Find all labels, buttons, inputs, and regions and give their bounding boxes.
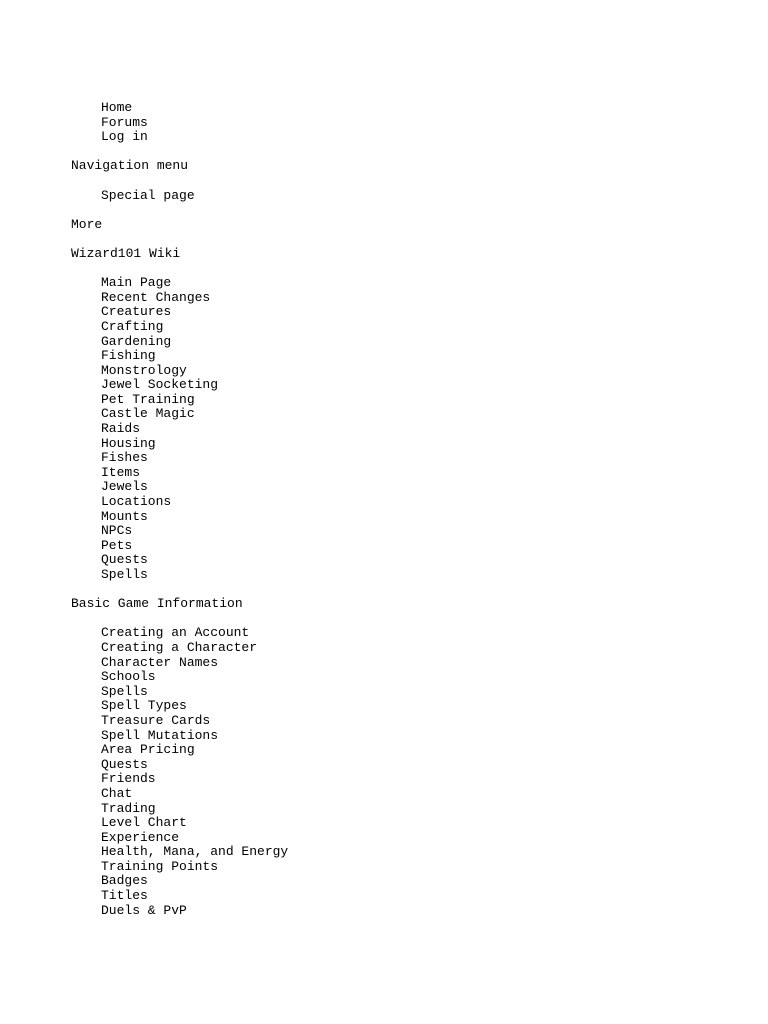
list-item [101, 320, 288, 335]
list-item [101, 568, 288, 583]
info-link-spells[interactable]: Spells [101, 683, 148, 699]
list-item [101, 116, 288, 131]
list-item [101, 889, 288, 904]
list-item [101, 276, 288, 291]
list-item [101, 670, 288, 685]
spacer [71, 583, 288, 598]
list-item [101, 305, 288, 320]
list-item [101, 904, 288, 919]
navigation-menu-list [71, 189, 288, 204]
wiki-link-raids[interactable]: Raids [101, 421, 141, 437]
info-link-spell-types[interactable]: Spell Types [101, 698, 187, 714]
info-link-health-mana-and-energy[interactable]: Health, Mana, and Energy [101, 844, 289, 860]
list-item [101, 743, 288, 758]
spacer [71, 232, 288, 247]
wiki-link-crafting[interactable]: Crafting [101, 318, 164, 334]
wiki-link-jewel-socketing[interactable]: Jewel Socketing [101, 377, 219, 393]
info-link-training-points[interactable]: Training Points [101, 858, 219, 874]
list-item [101, 874, 288, 889]
page-content [71, 101, 288, 918]
basic-game-info-heading: Basic Game Information [71, 596, 243, 612]
wiki-link-castle-magic[interactable]: Castle Magic [101, 406, 195, 422]
list-item [101, 101, 288, 116]
list-item [101, 130, 288, 145]
wiki-link-creatures[interactable]: Creatures [101, 304, 172, 320]
info-link-level-chart[interactable]: Level Chart [101, 815, 187, 831]
list-item [101, 349, 288, 364]
info-link-spell-mutations[interactable]: Spell Mutations [101, 727, 219, 743]
spacer [71, 203, 288, 218]
wiki-heading: Wizard101 Wiki [71, 245, 181, 261]
info-link-titles[interactable]: Titles [101, 888, 148, 904]
more-heading[interactable]: More [71, 216, 103, 232]
list-item [101, 422, 288, 437]
list-item [101, 451, 288, 466]
list-item [101, 787, 288, 802]
info-link-creating-a-character[interactable]: Creating a Character [101, 639, 258, 655]
list-item [101, 758, 288, 773]
top-link-home[interactable]: Home [101, 100, 133, 115]
list-item [101, 845, 288, 860]
list-item [101, 480, 288, 495]
info-link-friends[interactable]: Friends [101, 771, 156, 787]
list-item [101, 335, 288, 350]
wiki-link-fishes[interactable]: Fishes [101, 450, 148, 466]
info-link-badges[interactable]: Badges [101, 873, 148, 889]
wiki-link-npcs[interactable]: NPCs [101, 523, 133, 539]
list-item [101, 626, 288, 641]
list-item [101, 729, 288, 744]
list-item [101, 714, 288, 729]
list-item [101, 291, 288, 306]
info-link-trading[interactable]: Trading [101, 800, 156, 816]
nav-link-special-page[interactable]: Special page [101, 187, 195, 203]
list-item [101, 393, 288, 408]
info-link-creating-an-account[interactable]: Creating an Account [101, 625, 250, 641]
list-item [101, 816, 288, 831]
list-item [101, 772, 288, 787]
info-link-chat[interactable]: Chat [101, 785, 133, 801]
list-item [101, 524, 288, 539]
top-link-log-in[interactable]: Log in [101, 129, 148, 145]
spacer [71, 262, 288, 277]
info-link-experience[interactable]: Experience [101, 829, 180, 845]
list-item [101, 364, 288, 379]
top-links-list [71, 101, 288, 145]
list-item [101, 860, 288, 875]
list-item [101, 510, 288, 525]
wiki-link-pet-training[interactable]: Pet Training [101, 391, 195, 407]
wiki-link-fishing[interactable]: Fishing [101, 348, 156, 364]
list-item [101, 378, 288, 393]
info-link-quests[interactable]: Quests [101, 756, 148, 772]
list-item [101, 685, 288, 700]
spacer [71, 612, 288, 627]
list-item [101, 802, 288, 817]
list-item [101, 437, 288, 452]
basic-game-info-list [71, 626, 288, 918]
list-item [101, 466, 288, 481]
list-item [101, 699, 288, 714]
info-link-treasure-cards[interactable]: Treasure Cards [101, 712, 211, 728]
list-item [101, 495, 288, 510]
top-link-forums[interactable]: Forums [101, 114, 148, 130]
wiki-link-pets[interactable]: Pets [101, 537, 133, 553]
list-item [101, 539, 288, 554]
list-item [101, 656, 288, 671]
info-link-character-names[interactable]: Character Names [101, 654, 219, 670]
wiki-link-jewels[interactable]: Jewels [101, 479, 148, 495]
wiki-link-main-page[interactable]: Main Page [101, 275, 172, 291]
wiki-link-mounts[interactable]: Mounts [101, 508, 148, 524]
wiki-links-list [71, 276, 288, 582]
wiki-link-housing[interactable]: Housing [101, 435, 156, 451]
wiki-link-items[interactable]: Items [101, 464, 141, 480]
wiki-link-monstrology[interactable]: Monstrology [101, 362, 187, 378]
info-link-duels-pvp[interactable]: Duels & PvP [101, 902, 187, 918]
spacer [71, 145, 288, 160]
list-item [101, 641, 288, 656]
list-item [101, 553, 288, 568]
info-link-schools[interactable]: Schools [101, 669, 156, 685]
list-item [101, 407, 288, 422]
info-link-area-pricing[interactable]: Area Pricing [101, 742, 195, 758]
wiki-link-spells[interactable]: Spells [101, 567, 148, 582]
spacer [71, 174, 288, 189]
wiki-link-gardening[interactable]: Gardening [101, 333, 172, 349]
list-item [101, 831, 288, 846]
wiki-link-quests[interactable]: Quests [101, 552, 148, 568]
list-item [101, 189, 288, 204]
wiki-link-locations[interactable]: Locations [101, 494, 172, 510]
navigation-menu-heading: Navigation menu [71, 158, 189, 174]
wiki-link-recent-changes[interactable]: Recent Changes [101, 289, 211, 305]
